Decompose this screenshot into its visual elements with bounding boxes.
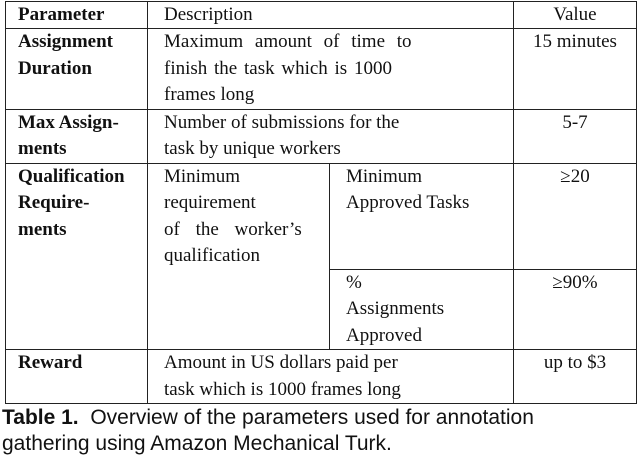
sub-parameter-cell: % Assignments Approved	[330, 269, 514, 350]
description-cell: Maximum amount of time to finish the task which is 1000 frames long	[148, 29, 514, 110]
parameter-cell: Reward	[6, 350, 148, 404]
description-cell: Number of submissions for the task by unique workers	[148, 109, 514, 163]
parameters-table	[5, 1, 637, 404]
parameter-cell: Assignment Duration	[6, 29, 148, 110]
caption-text-line-1: Overview of the parameters used for annotation	[90, 406, 534, 429]
parameter-cell: Max Assign- ments	[6, 109, 148, 163]
table-header-row	[6, 2, 637, 29]
parameter-cell: Qualification Require- ments	[6, 163, 148, 350]
caption-text-line-2: gathering using Amazon Mechanical Turk.	[2, 432, 392, 455]
sub-parameter-cell: Minimum Approved Tasks	[330, 163, 514, 269]
table-row	[6, 109, 637, 163]
value-cell: 15 minutes	[514, 29, 637, 110]
table-row	[6, 350, 637, 404]
table-row	[6, 29, 637, 110]
header-parameter: Parameter	[6, 2, 148, 29]
value-cell: ≥20	[514, 163, 637, 269]
value-cell: 5-7	[514, 109, 637, 163]
table-row	[6, 163, 637, 269]
header-description: Description	[148, 2, 514, 29]
value-cell: up to $3	[514, 350, 637, 404]
caption-label: Table 1.	[2, 406, 79, 429]
description-cell: Amount in US dollars paid per task which is 1000 frames long	[148, 350, 514, 404]
table-caption	[2, 405, 634, 457]
description-cell: Minimum requirement of the worker’s qualification	[148, 163, 330, 350]
header-value: Value	[514, 2, 637, 29]
value-cell: ≥90%	[514, 269, 637, 350]
